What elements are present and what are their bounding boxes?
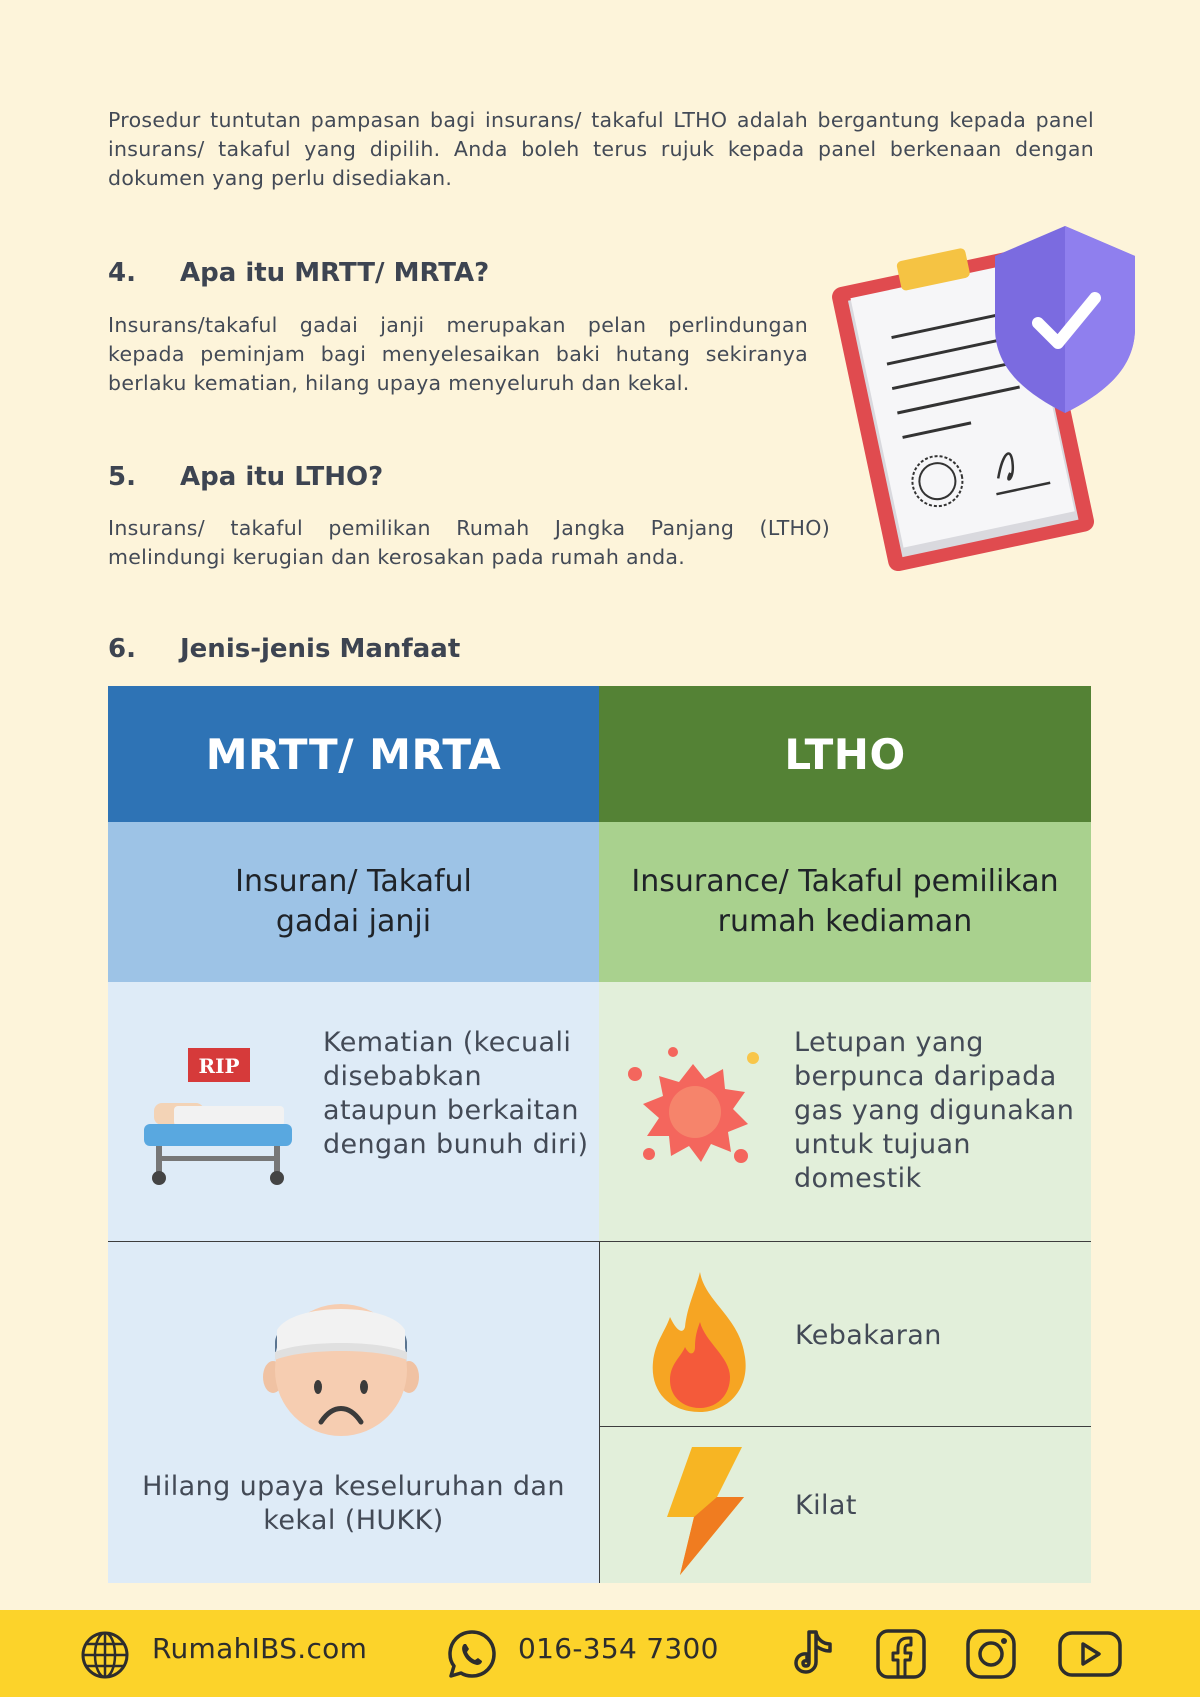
heading-benefits <box>108 634 460 664</box>
lightning-icon <box>662 1447 747 1577</box>
instagram-icon[interactable] <box>965 1628 1017 1680</box>
disability-benefit-text: Hilang upaya keseluruhan dan kekal (HUKK) <box>142 1471 565 1536</box>
footer-bar <box>0 1610 1200 1697</box>
lightning-benefit-cell <box>599 1426 1091 1583</box>
death-benefit-text: Kematian (kecuali disebabkan ataupun berkaitan dengan bunuh diri) <box>323 1027 589 1160</box>
intro-paragraph: Prosedur tuntutan pampasan bagi insurans/ takaful LTHO adalah bergantung kepada panel insurans/ takaful yang dipilih. Anda boleh terus rujuk kepada panel berkenaan dengan dokumen yang perlu disediakan. <box>108 108 1094 190</box>
mrtt-subheader: Insuran/ Takaful gadai janji <box>108 822 599 982</box>
youtube-icon[interactable] <box>1057 1630 1123 1678</box>
tiktok-icon[interactable] <box>790 1628 838 1680</box>
heading-title: Apa itu MRTT/ MRTA? <box>180 258 490 288</box>
heading-number: 4. <box>108 258 136 288</box>
ltho-header: LTHO <box>599 686 1091 822</box>
heading-title: Jenis-jenis Manfaat <box>180 634 461 664</box>
insurance-document-icon <box>820 218 1150 573</box>
mrtt-header: MRTT/ MRTA <box>108 686 599 822</box>
heading-ltho <box>108 462 383 492</box>
injured-face-icon <box>263 1282 419 1442</box>
mrtt-paragraph: Insurans/takaful gadai janji merupakan pelan perlindungan kepada peminjam bagi menyelesaikan baki hutang sekiranya berlaku kematian, hilang upaya menyeluruh dan kekal. <box>108 313 808 395</box>
fire-benefit-cell <box>599 1241 1091 1426</box>
rip-bed-icon <box>144 1048 294 1188</box>
benefits-table <box>108 686 1091 1583</box>
facebook-icon[interactable] <box>875 1628 927 1680</box>
website-link[interactable]: RumahIBS.com <box>152 1632 368 1665</box>
ltho-paragraph: Insurans/ takaful pemilikan Rumah Jangka Panjang (LTHO) melindungi kerugian dan kerosakan pada rumah anda. <box>108 516 830 569</box>
ltho-subheader: Insurance/ Takaful pemilikan rumah kediaman <box>599 822 1091 982</box>
heading-title: Apa itu LTHO? <box>180 462 384 492</box>
explosion-benefit-text: Letupan yang berpunca daripada gas yang digunakan untuk tujuan domestik <box>794 1027 1075 1194</box>
phone-link[interactable]: 016-354 7300 <box>518 1632 719 1665</box>
explosion-icon <box>623 1044 763 1174</box>
explosion-benefit-cell <box>599 982 1091 1241</box>
death-benefit-cell <box>108 982 599 1241</box>
globe-icon <box>80 1630 130 1680</box>
disability-benefit-cell <box>108 1241 599 1583</box>
rip-label: RIP <box>198 1054 240 1078</box>
fire-icon <box>645 1272 755 1412</box>
whatsapp-icon[interactable] <box>446 1628 498 1680</box>
heading-number: 6. <box>108 634 136 664</box>
heading-number: 5. <box>108 462 136 492</box>
heading-mrtt <box>108 258 489 288</box>
fire-benefit-text: Kebakaran <box>795 1320 942 1351</box>
lightning-benefit-text: Kilat <box>795 1490 857 1521</box>
